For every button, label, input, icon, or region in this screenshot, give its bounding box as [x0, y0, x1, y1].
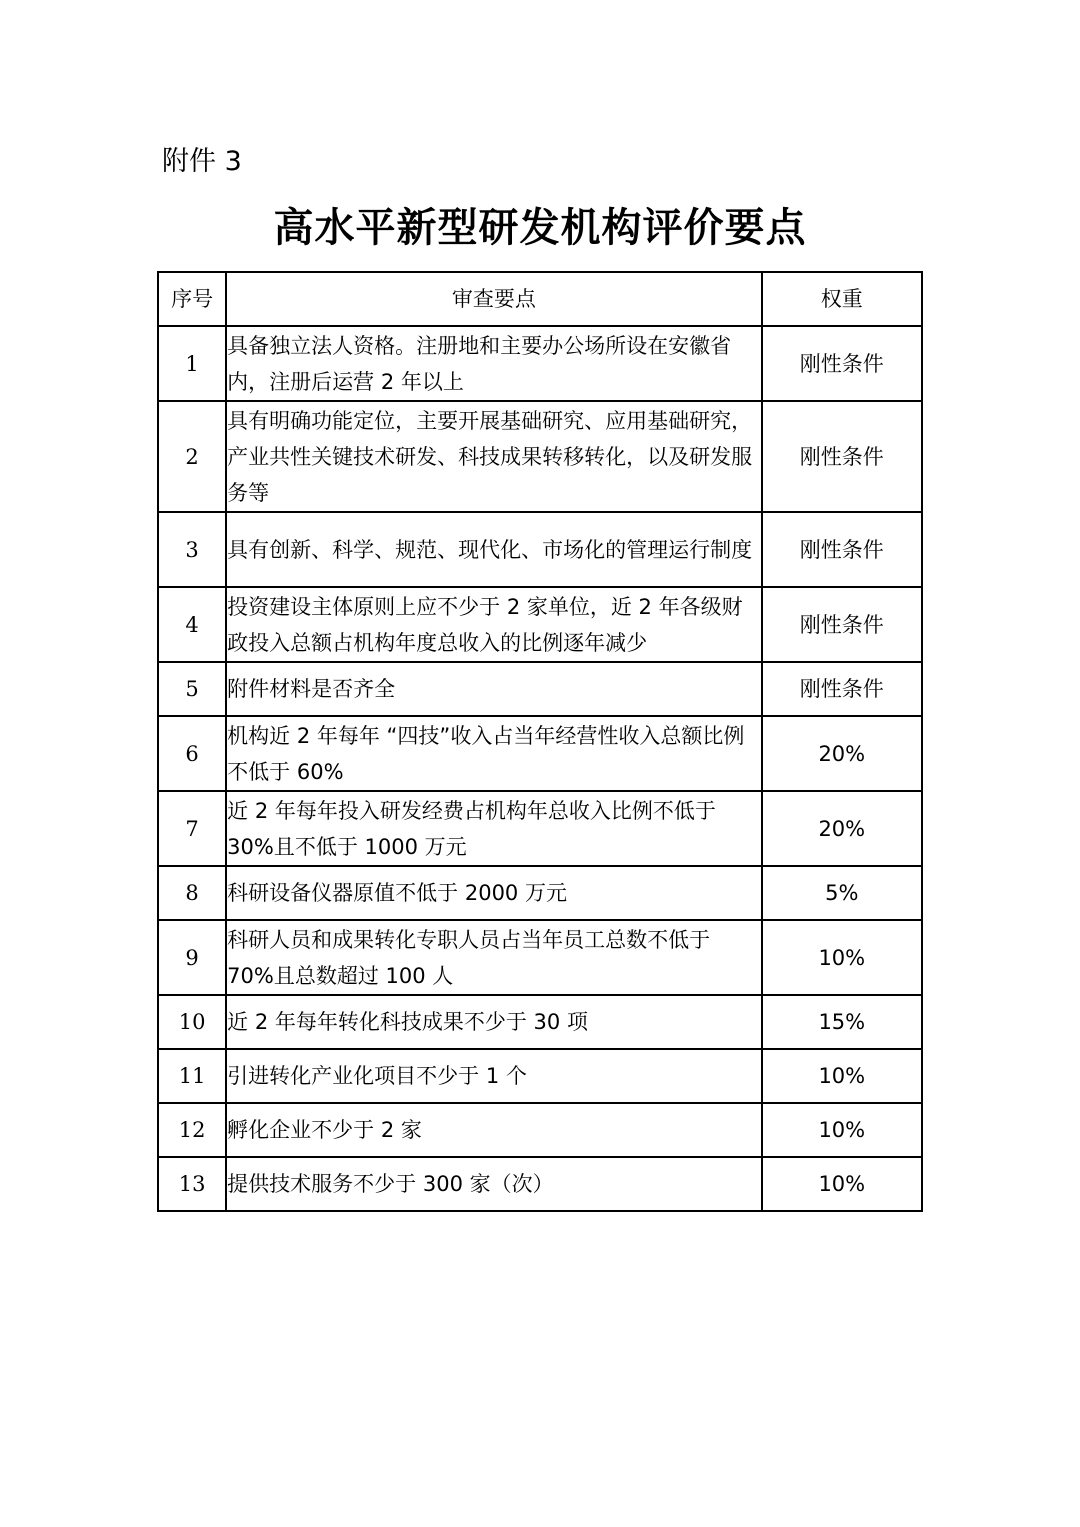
- row-no: 7: [158, 791, 226, 866]
- row-no: 9: [158, 920, 226, 995]
- table-row: [158, 920, 922, 995]
- row-weight: 刚性条件: [762, 326, 922, 401]
- row-weight: 刚性条件: [762, 512, 922, 587]
- row-no: 6: [158, 716, 226, 791]
- row-weight: 刚性条件: [762, 401, 922, 512]
- row-point: 具备独立法人资格。注册地和主要办公场所设在安徽省内，注册后运营 2 年以上: [226, 326, 761, 401]
- row-no: 10: [158, 995, 226, 1049]
- row-point: 近 2 年每年投入研发经费占机构年总收入比例不低于 30%且不低于 1000 万元: [226, 791, 761, 866]
- row-weight: 10%: [762, 1157, 922, 1211]
- row-weight: 刚性条件: [762, 587, 922, 662]
- row-point: 投资建设主体原则上应不少于 2 家单位，近 2 年各级财政投入总额占机构年度总收入的比例逐年减少: [226, 587, 761, 662]
- row-point: 提供技术服务不少于 300 家（次）: [226, 1157, 761, 1211]
- row-no: 3: [158, 512, 226, 587]
- row-point: 近 2 年每年转化科技成果不少于 30 项: [226, 995, 761, 1049]
- table-row: [158, 866, 922, 920]
- table-row: [158, 587, 922, 662]
- row-weight: 10%: [762, 1049, 922, 1103]
- row-weight: 20%: [762, 716, 922, 791]
- document-title: 高水平新型研发机构评价要点: [273, 204, 807, 251]
- table-row: [158, 326, 922, 401]
- row-point: 孵化企业不少于 2 家: [226, 1103, 761, 1157]
- row-point: 科研设备仪器原值不低于 2000 万元: [226, 866, 761, 920]
- row-weight: 10%: [762, 1103, 922, 1157]
- row-weight: 刚性条件: [762, 662, 922, 716]
- table-row: [158, 1049, 922, 1103]
- table-header-row: [158, 272, 922, 326]
- header-weight: 权重: [762, 272, 922, 326]
- table-row: [158, 1103, 922, 1157]
- row-no: 1: [158, 326, 226, 401]
- row-no: 2: [158, 401, 226, 512]
- table-row: [158, 716, 922, 791]
- table-row: [158, 995, 922, 1049]
- row-no: 8: [158, 866, 226, 920]
- row-no: 12: [158, 1103, 226, 1157]
- row-point: 附件材料是否齐全: [226, 662, 761, 716]
- row-point: 具有明确功能定位，主要开展基础研究、应用基础研究，产业共性关键技术研发、科技成果转移转化，以及研发服务等: [226, 401, 761, 512]
- row-point: 机构近 2 年每年 “四技”收入占当年经营性收入总额比例不低于 60%: [226, 716, 761, 791]
- table-row: [158, 401, 922, 512]
- attachment-label: 附件 3: [162, 146, 242, 177]
- row-weight: 10%: [762, 920, 922, 995]
- row-point: 具有创新、科学、规范、现代化、市场化的管理运行制度: [226, 512, 761, 587]
- evaluation-table: [157, 271, 923, 1212]
- row-no: 13: [158, 1157, 226, 1211]
- row-point: 科研人员和成果转化专职人员占当年员工总数不低于 70%且总数超过 100 人: [226, 920, 761, 995]
- row-weight: 20%: [762, 791, 922, 866]
- table-row: [158, 512, 922, 587]
- row-no: 11: [158, 1049, 226, 1103]
- header-point: 审查要点: [226, 272, 761, 326]
- table-row: [158, 1157, 922, 1211]
- row-weight: 5%: [762, 866, 922, 920]
- row-point: 引进转化产业化项目不少于 1 个: [226, 1049, 761, 1103]
- row-weight: 15%: [762, 995, 922, 1049]
- header-no: 序号: [158, 272, 226, 326]
- row-no: 4: [158, 587, 226, 662]
- table-row: [158, 791, 922, 866]
- row-no: 5: [158, 662, 226, 716]
- table-row: [158, 662, 922, 716]
